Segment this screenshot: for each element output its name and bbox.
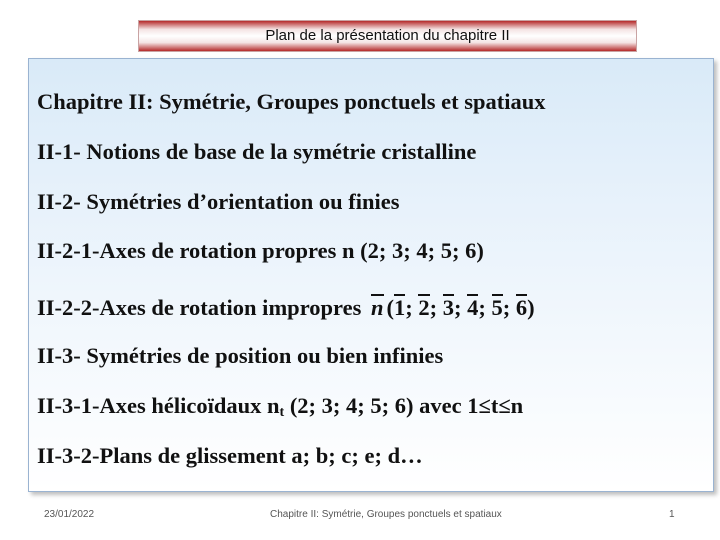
separator: ; [478,295,486,320]
outline-item-II-2-1: II-2-1-Axes de rotation propres n (2; 3; 4; 5; 6) [37,238,484,263]
footer-page-number: 1 [669,509,675,520]
close-paren: ) [527,295,535,320]
outline-item-II-3-1 [37,395,523,420]
subscript-t: t [279,405,285,420]
content-box [28,58,714,492]
separator: ; [454,295,462,320]
outline-item-II-1: II-1- Notions de base de la symétrie cristalline [37,139,477,164]
outline-item-II-3-2: II-3-2-Plans de glissement a; b; c; e; d… [37,443,423,468]
rotoinversion-5: 5 [491,295,503,320]
separator: ; [502,295,511,320]
slide-title: Plan de la présentation du chapitre II [138,20,637,52]
footer-title: Chapitre II: Symétrie, Groupes ponctuels et spatiaux [270,509,502,520]
open-paren: ( [386,295,395,320]
footer-date: 23/01/2022 [44,509,95,520]
outline-item-II-3-1-suffix: (2; 3; 4; 5; 6) avec 1≤t≤n [284,393,524,418]
outline-item-II-3: II-3- Symétries de position ou bien infinies [37,343,444,368]
rotoinversion-2: 2 [418,295,430,320]
rotoinversion-4: 4 [467,295,479,320]
outline-chapter-title: Chapitre II: Symétrie, Groupes ponctuels et spatiaux [37,89,546,114]
separator: ; [405,295,413,320]
n-bar-symbol: n [371,295,384,320]
outline-item-II-2-2-label: II-2-2-Axes de rotation impropres [37,295,362,320]
rotoinversion-6: 6 [515,295,528,320]
outline-item-II-2-2 [37,294,535,320]
rotoinversion-1: 1 [394,295,406,320]
rotoinversion-3: 3 [442,295,455,320]
outline-item-II-2: II-2- Symétries d’orientation ou finies [37,189,400,214]
outline-item-II-3-1-label: II-3-1-Axes hélicoïdaux n [37,393,280,418]
separator: ; [429,295,438,320]
